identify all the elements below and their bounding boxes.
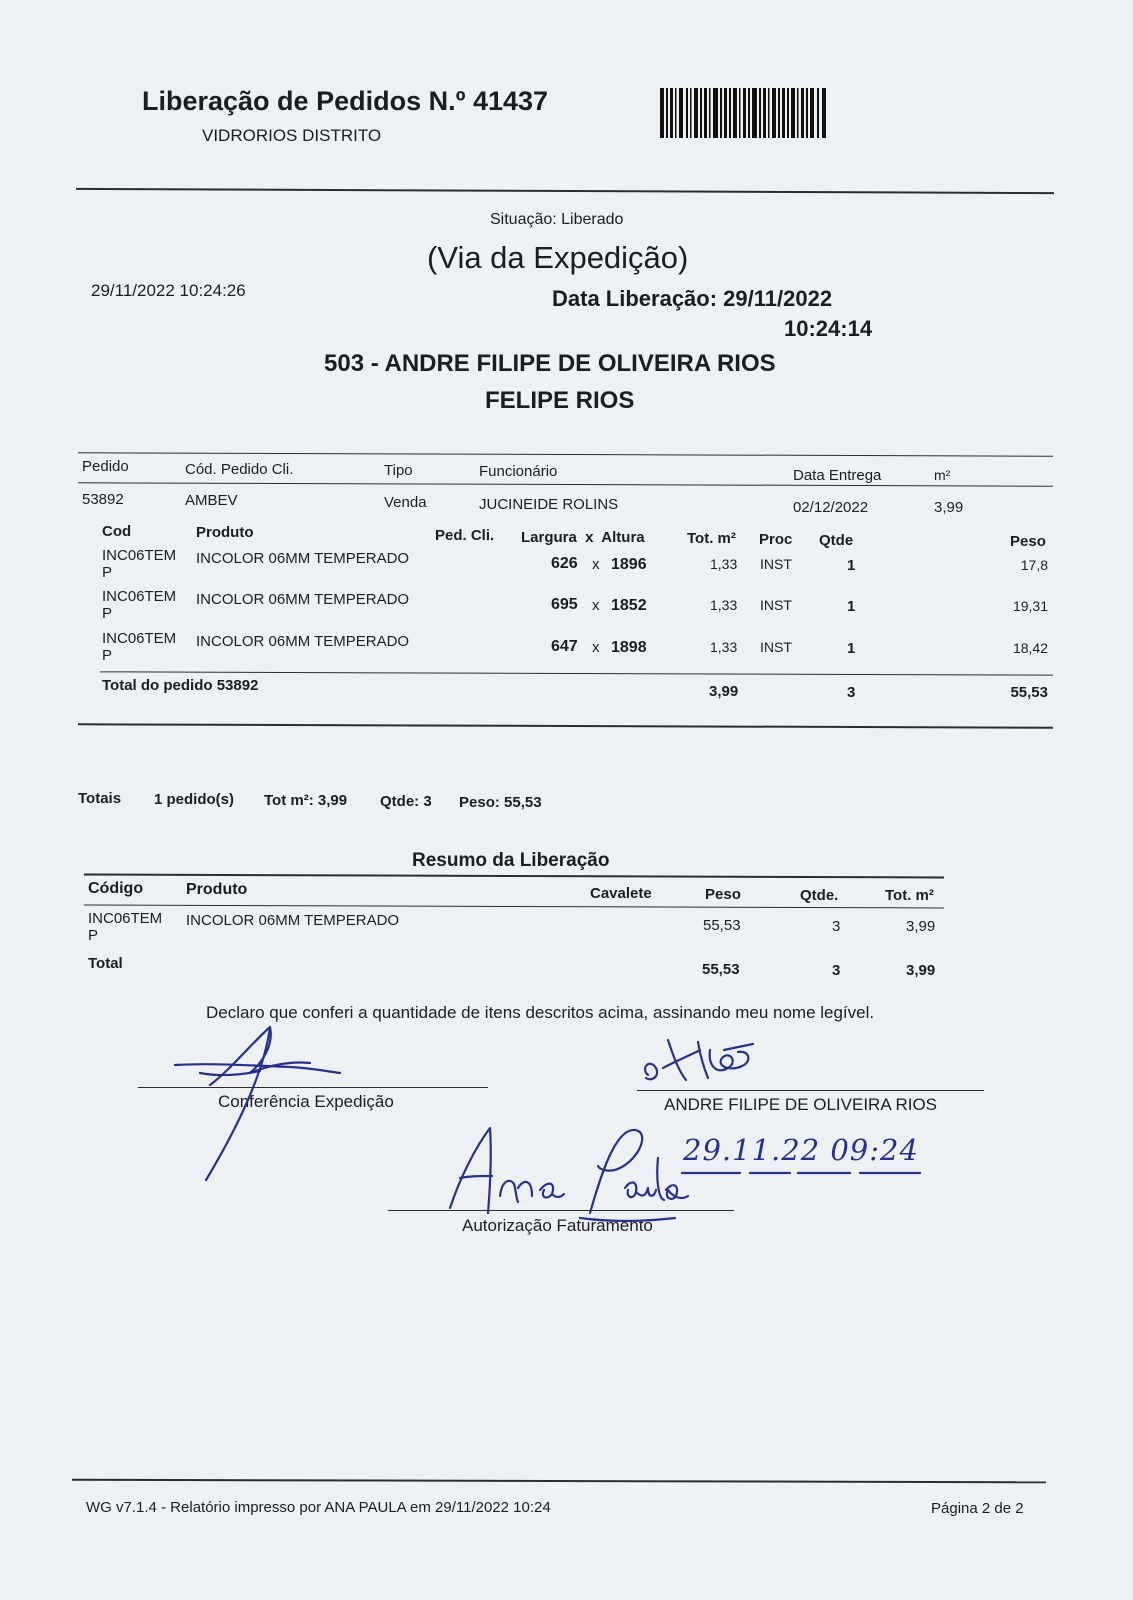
signature-line-cliente [637,1090,984,1091]
table-row [102,630,176,664]
value-funcionario: JUCINEIDE ROLINS [479,496,619,513]
order-table-header-line [78,482,1053,486]
data-liberacao: Data Liberação: 29/11/2022 [552,286,833,311]
item-largura: 695 [551,596,578,613]
item-peso: 17,8 [1020,557,1048,573]
item-x: x [592,639,600,656]
items-total-line [100,671,1053,675]
item-cod-suffix: P [102,564,113,581]
items-bottom-line [78,723,1053,728]
resumo-total-peso: 55,53 [702,961,740,978]
col-data-entrega: Data Entrega [793,467,882,484]
value-cod-pedido-cli: AMBEV [185,492,238,509]
resumo-peso: 55,53 [703,917,741,934]
col-largura-altura: Largura x Altura [521,529,645,546]
item-qtde: 1 [847,557,856,574]
resumo-col-codigo: Código [88,880,144,897]
totais-qtde: Qtde: 3 [380,793,432,810]
item-x: x [592,597,600,614]
resumo-col-tot-m2: Tot. m² [885,887,934,904]
situacao-label: Situação: Liberado [490,211,624,228]
resumo-col-peso: Peso [705,886,741,903]
totais-pedidos: 1 pedido(s) [154,791,235,808]
col-qtde: Qtde [819,532,854,549]
label-conferencia-expedicao: Conferência Expedição [218,1092,394,1111]
item-tot-m2: 1,33 [710,556,738,572]
resumo-total-label: Total [88,955,123,972]
col-tot-m2: Tot. m² [687,530,736,547]
item-proc: INST [760,556,792,572]
value-data-entrega: 02/12/2022 [793,499,869,516]
item-peso: 18,42 [1012,640,1048,656]
order-table-top-line [78,452,1053,456]
order-total-peso: 55,53 [1010,684,1048,701]
resumo-title: Resumo da Liberação [412,850,610,871]
handwritten-date-underline-icon [680,1168,950,1178]
item-qtde: 1 [847,598,856,615]
item-proc: INST [760,639,792,655]
resumo-header-line [84,904,944,908]
signature-ana-paula-icon [440,1118,690,1233]
table-row [88,910,162,944]
item-altura: 1896 [611,556,647,573]
resumo-produto: INCOLOR 06MM TEMPERADO [186,912,400,929]
handwritten-date: 29.11.22 09:24 [683,1133,919,1167]
resumo-col-cavalete: Cavalete [590,885,652,902]
header-divider [76,188,1054,194]
label-autorizacao-faturamento: Autorização Faturamento [462,1216,653,1235]
value-m2: 3,99 [934,499,964,516]
item-largura: 626 [551,555,578,572]
col-cod-pedido-cli: Cód. Pedido Cli. [185,461,294,478]
order-total-qtde: 3 [847,684,856,701]
value-tipo: Venda [384,494,427,511]
col-m2: m² [934,467,951,483]
col-tipo: Tipo [384,462,413,479]
item-peso: 19,31 [1012,598,1048,614]
barcode [660,88,830,138]
print-timestamp: 29/11/2022 10:24:26 [91,281,246,300]
footer-report-info: WG v7.1.4 - Relatório impresso por ANA PAULA em 29/11/2022 10:24 [86,1499,551,1516]
col-proc: Proc [759,531,793,548]
resumo-total-tot-m2: 3,99 [906,962,936,979]
item-cod: INC06TEM [102,547,177,564]
item-altura: 1898 [611,639,647,656]
item-cod: INC06TEM [102,588,177,605]
item-proc: INST [760,597,792,613]
item-qtde: 1 [847,640,856,657]
via-label: (Via da Expedição) [427,240,689,275]
resumo-cod: INC06TEM [88,910,163,927]
client-nickname: FELIPE RIOS [485,387,635,414]
item-produto: INCOLOR 06MM TEMPERADO [196,591,410,608]
col-cod: Cod [102,523,132,540]
col-funcionario: Funcionário [479,463,558,480]
resumo-total-qtde: 3 [832,962,841,979]
order-total-label: Total do pedido 53892 [102,677,259,694]
totais-peso: Peso: 55,53 [459,794,542,811]
document-title: Liberação de Pedidos N.º 41437 [142,86,549,116]
table-row [102,588,176,622]
resumo-top-line [84,873,944,878]
declaration-text: Declaro que conferi a quantidade de itens descritos acima, assinando meu nome legível. [206,1003,875,1022]
label-cliente-nome: ANDRE FILIPE DE OLIVEIRA RIOS [664,1095,938,1114]
item-largura: 647 [551,638,578,655]
footer-page-number: Página 2 de 2 [931,1500,1024,1517]
col-produto: Produto [196,524,254,541]
item-cod-suffix: P [102,605,113,622]
resumo-col-produto: Produto [186,881,248,898]
client-name: 503 - ANDRE FILIPE DE OLIVEIRA RIOS [324,350,776,377]
resumo-col-qtde: Qtde. [800,887,839,904]
signature-cliente-icon [638,1030,768,1090]
order-total-m2: 3,99 [709,683,739,700]
footer-divider [72,1479,1046,1484]
col-peso: Peso [1010,533,1046,550]
item-altura: 1852 [611,597,647,614]
col-pedido: Pedido [82,458,129,475]
item-cod: INC06TEM [102,630,177,647]
hora-liberacao: 10:24:14 [784,316,873,341]
col-ped-cli: Ped. Cli. [435,527,495,544]
item-tot-m2: 1,33 [710,597,738,613]
totais-tot-m2: Tot m²: 3,99 [264,792,348,809]
signature-conferencia-icon [170,1015,350,1185]
item-x: x [592,556,600,573]
item-produto: INCOLOR 06MM TEMPERADO [196,633,410,650]
company-name: VIDRORIOS DISTRITO [202,126,382,145]
item-produto: INCOLOR 06MM TEMPERADO [196,550,410,567]
value-pedido: 53892 [82,491,124,508]
item-cod-suffix: P [102,647,113,664]
resumo-qtde: 3 [832,918,841,935]
resumo-tot-m2: 3,99 [906,918,936,935]
totais-label: Totais [78,790,122,807]
item-tot-m2: 1,33 [710,639,738,655]
table-row [102,547,176,581]
resumo-cod-suffix: P [88,927,99,944]
